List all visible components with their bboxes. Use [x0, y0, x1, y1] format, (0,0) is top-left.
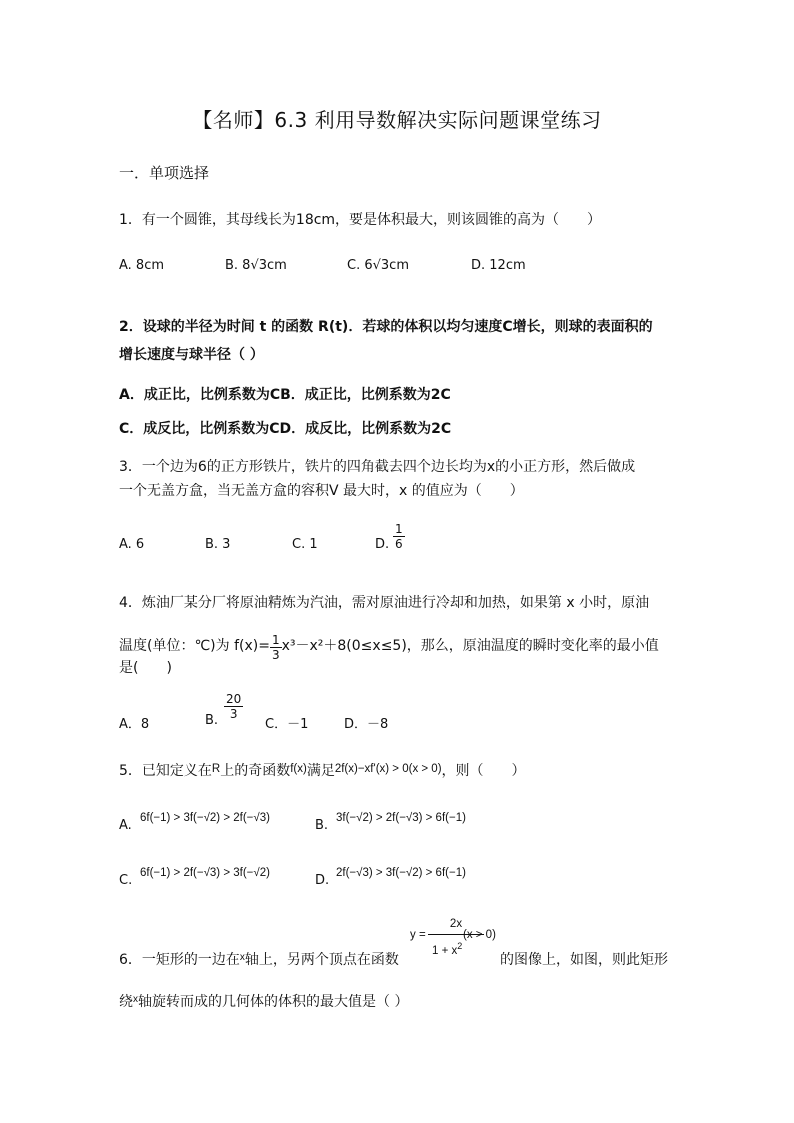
q5-stem-suffix: ，则（ ） — [441, 763, 526, 779]
page-title: 【名师】6.3 利用导数解决实际问题课堂练习 — [192, 108, 602, 132]
q5-stem-mid1: 上的奇函数 — [220, 763, 291, 779]
question-4-stem-line3: 是( ) — [119, 660, 172, 676]
q6-denominator-text: 1 + x — [432, 944, 458, 957]
question-4-stem-line1: 4．炼油厂某分厂将原油精炼为汽油，需对原油进行冷却和加热，如果第 x 小时，原油 — [119, 595, 650, 611]
question-1-stem: 1．有一个圆锥，其母线长为18cm，要是体积最大，则该圆锥的高为（ ） — [119, 212, 602, 228]
q3-option-b: B. 3 — [205, 537, 231, 552]
q6-denominator-exponent: 2 — [457, 941, 463, 951]
q5-option-d-label: D. — [315, 873, 330, 888]
question-6-stem-line2 — [119, 991, 408, 1011]
q6-function-numerator: 2x — [449, 918, 463, 930]
fraction-denominator: 3 — [271, 648, 280, 662]
q4-option-b-fraction — [224, 692, 243, 721]
q5-set-r: R — [211, 763, 221, 775]
fraction-denominator: 6 — [395, 537, 403, 551]
q6-line2-prefix: 绕 — [119, 994, 133, 1010]
question-3-stem-line2: 一个无盖方盒，当无盖方盒的容积V 最大时，x 的值应为（ ） — [119, 483, 524, 499]
q4-option-d: D．－8 — [344, 717, 389, 732]
q3-option-d: D. — [375, 537, 390, 552]
q3-option-c: C. 1 — [292, 537, 318, 552]
q5-condition: 2f(x)−xf'(x) > 0(x > 0) — [334, 763, 442, 775]
q4-option-b-label: B. — [205, 713, 219, 728]
q4-option-a: A．8 — [119, 717, 150, 732]
q6-stem-prefix: 6．一矩形的一边在 — [119, 952, 240, 968]
q4-stem-suffix: x³－x²＋8(0≤x≤5)，那么，原油温度的瞬时变化率的最小值 — [281, 638, 659, 654]
q1-option-c: C. 6√3cm — [347, 258, 409, 273]
q6-axis: x — [239, 952, 245, 963]
q5-option-a: 6f(−1) > 3f(−√2) > 2f(−√3) — [140, 812, 270, 824]
question-2-stem-line2: 增长速度与球半径（ ） — [119, 347, 264, 363]
q6-line2-suffix: 轴旋转而成的几何体的体积的最大值是（ ） — [138, 994, 409, 1010]
q1-option-d: D. 12cm — [471, 258, 526, 273]
q4-stem-prefix: 温度(单位：℃)为 f(x)= — [119, 638, 270, 654]
question-2-options-line1: A．成正比，比例系数为CB．成正比，比例系数为2C — [119, 387, 451, 403]
fraction-numerator: 1 — [395, 522, 403, 536]
q5-option-b: 3f(−√2) > 2f(−√3) > 6f(−1) — [336, 812, 466, 824]
q6-function-denominator — [432, 941, 462, 957]
question-3-stem-line1: 3．一个边为6的正方形铁片，铁片的四角截去四个边长均为x的小正方形，然后做成 — [119, 459, 636, 475]
fraction-numerator: 20 — [226, 692, 242, 706]
q6-stem-mid: 轴上，另两个顶点在函数 — [244, 952, 399, 968]
question-2-options-line2: C．成反比，比例系数为CD．成反比，比例系数为2C — [119, 421, 452, 437]
q6-function-domain: (x > 0) — [463, 929, 496, 941]
question-6-stem-line1-start — [119, 949, 399, 969]
q5-option-c: 6f(−1) > 2f(−√3) > 3f(−√2) — [140, 867, 270, 879]
q5-option-b-label: B. — [315, 818, 329, 833]
q6-line2-axis: x — [133, 994, 138, 1005]
q1-option-a: A. 8cm — [119, 258, 165, 273]
q5-stem-mid2: 满足 — [306, 763, 335, 779]
question-5-stem — [119, 760, 526, 780]
fraction-denominator: 3 — [229, 707, 238, 721]
q5-stem-prefix: 5．已知定义在 — [119, 763, 212, 779]
question-6-stem-line1-end: 的图像上，如图，则此矩形 — [500, 952, 668, 968]
question-4-stem-line2 — [119, 633, 659, 662]
q5-function: f(x) — [290, 763, 307, 775]
q6-function-lhs: y = — [410, 929, 426, 941]
q5-option-d: 2f(−√3) > 3f(−√2) > 6f(−1) — [336, 867, 466, 879]
q4-option-c: C．－1 — [265, 717, 309, 732]
q1-option-b: B. 8√3cm — [225, 258, 287, 273]
section-heading: 一．单项选择 — [119, 164, 210, 182]
q3-option-a: A. 6 — [119, 537, 145, 552]
fraction-numerator: 1 — [271, 633, 280, 647]
q5-option-a-label: A. — [119, 818, 132, 833]
q5-option-c-label: C. — [119, 873, 133, 888]
q3-option-d-fraction — [393, 522, 405, 551]
question-2-stem-line1: 2．设球的半径为时间 t 的函数 R(t)．若球的体积以均匀速度C增长，则球的表面积的 — [119, 319, 653, 335]
